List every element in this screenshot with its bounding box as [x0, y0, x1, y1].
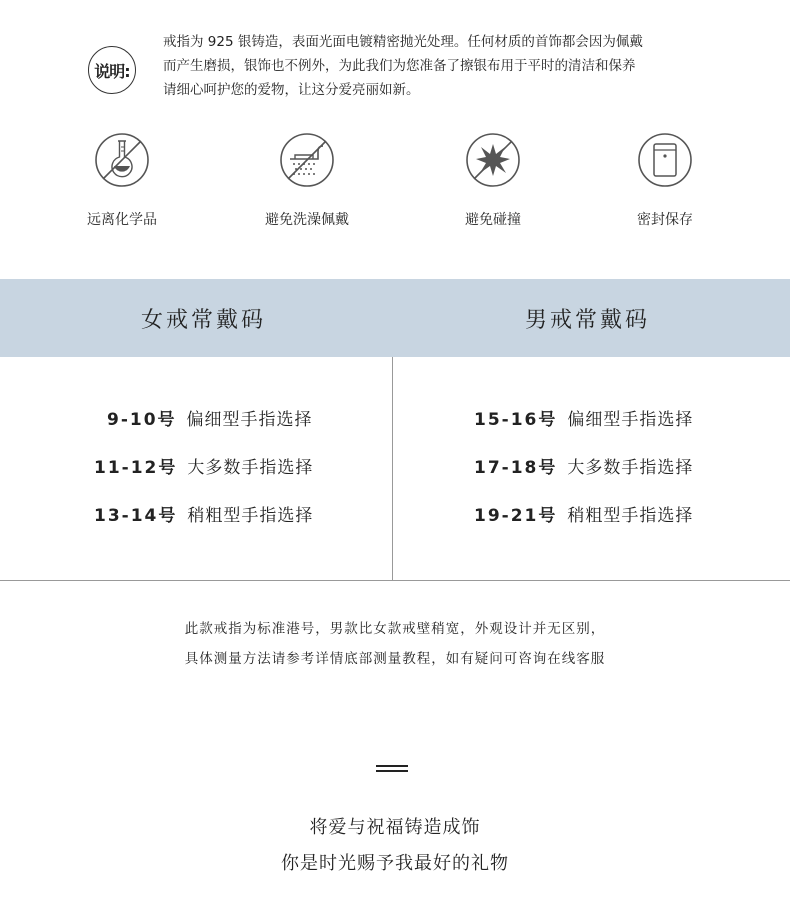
size-header-band	[0, 279, 790, 357]
care-tip-label: 避免洗澡佩戴	[265, 212, 349, 228]
explanation-text	[163, 30, 703, 102]
size-code: 15-16号	[474, 410, 558, 430]
size-row	[94, 405, 313, 453]
care-tip-label: 远离化学品	[87, 212, 157, 228]
size-desc: 大多数手指选择	[187, 458, 314, 478]
size-desc: 偏细型手指选择	[567, 410, 694, 430]
size-note	[0, 614, 790, 674]
explanation-line: 请细心呵护您的爱物，让这分爱亮丽如新。	[163, 82, 420, 98]
size-code: 13-14号	[94, 506, 178, 526]
explanation-badge: 说明:	[88, 46, 136, 94]
care-tip-label: 避免碰撞	[465, 212, 521, 228]
size-code: 11-12号	[94, 458, 178, 478]
slogan-line: 将爱与祝福铸造成饰	[309, 817, 481, 838]
care-tip-label: 密封保存	[637, 212, 693, 228]
care-tip-no-chemicals	[52, 128, 192, 229]
size-row	[474, 405, 693, 453]
sealed-storage-icon	[636, 131, 694, 189]
size-row	[94, 453, 313, 501]
size-row	[474, 453, 693, 501]
explanation-line: 戒指为 925 银铸造，表面光面电镀精密抛光处理。任何材质的首饰都会因为佩戴	[163, 34, 643, 50]
care-tip-sealed-storage	[595, 128, 735, 229]
size-desc: 大多数手指选择	[567, 458, 694, 478]
explanation-line: 而产生磨损，银饰也不例外，为此我们为您准备了擦银布用于平时的清洁和保养	[163, 58, 636, 74]
size-desc: 偏细型手指选择	[186, 410, 313, 430]
size-code: 17-18号	[474, 458, 558, 478]
no-chemicals-icon	[93, 131, 151, 189]
care-tips	[0, 128, 790, 238]
size-table	[0, 357, 790, 581]
size-code: 19-21号	[474, 506, 558, 526]
slogan-line: 你是时光赐予我最好的礼物	[281, 853, 509, 874]
note-line: 具体测量方法请参考详情底部测量教程，如有疑问可咨询在线客服	[184, 651, 606, 667]
size-desc: 稍粗型手指选择	[187, 506, 314, 526]
care-tip-no-shower	[237, 128, 377, 229]
women-size-list	[94, 405, 313, 549]
men-size-title: 男戒常戴码	[524, 308, 650, 333]
size-desc: 稍粗型手指选择	[567, 506, 694, 526]
size-row	[94, 501, 313, 549]
note-line: 此款戒指为标准港号，男款比女款戒壁稍宽，外观设计并无区别，	[184, 621, 606, 637]
women-size-title: 女戒常戴码	[140, 308, 266, 333]
care-tip-no-collision	[423, 128, 563, 229]
no-shower-icon	[278, 131, 336, 189]
column-divider	[392, 357, 393, 580]
men-size-list	[474, 405, 693, 549]
explanation-section	[0, 0, 790, 120]
slogan	[0, 810, 790, 882]
size-code: 9-10号	[107, 410, 177, 430]
divider-mark	[376, 765, 408, 772]
size-row	[474, 501, 693, 549]
no-collision-icon	[464, 131, 522, 189]
